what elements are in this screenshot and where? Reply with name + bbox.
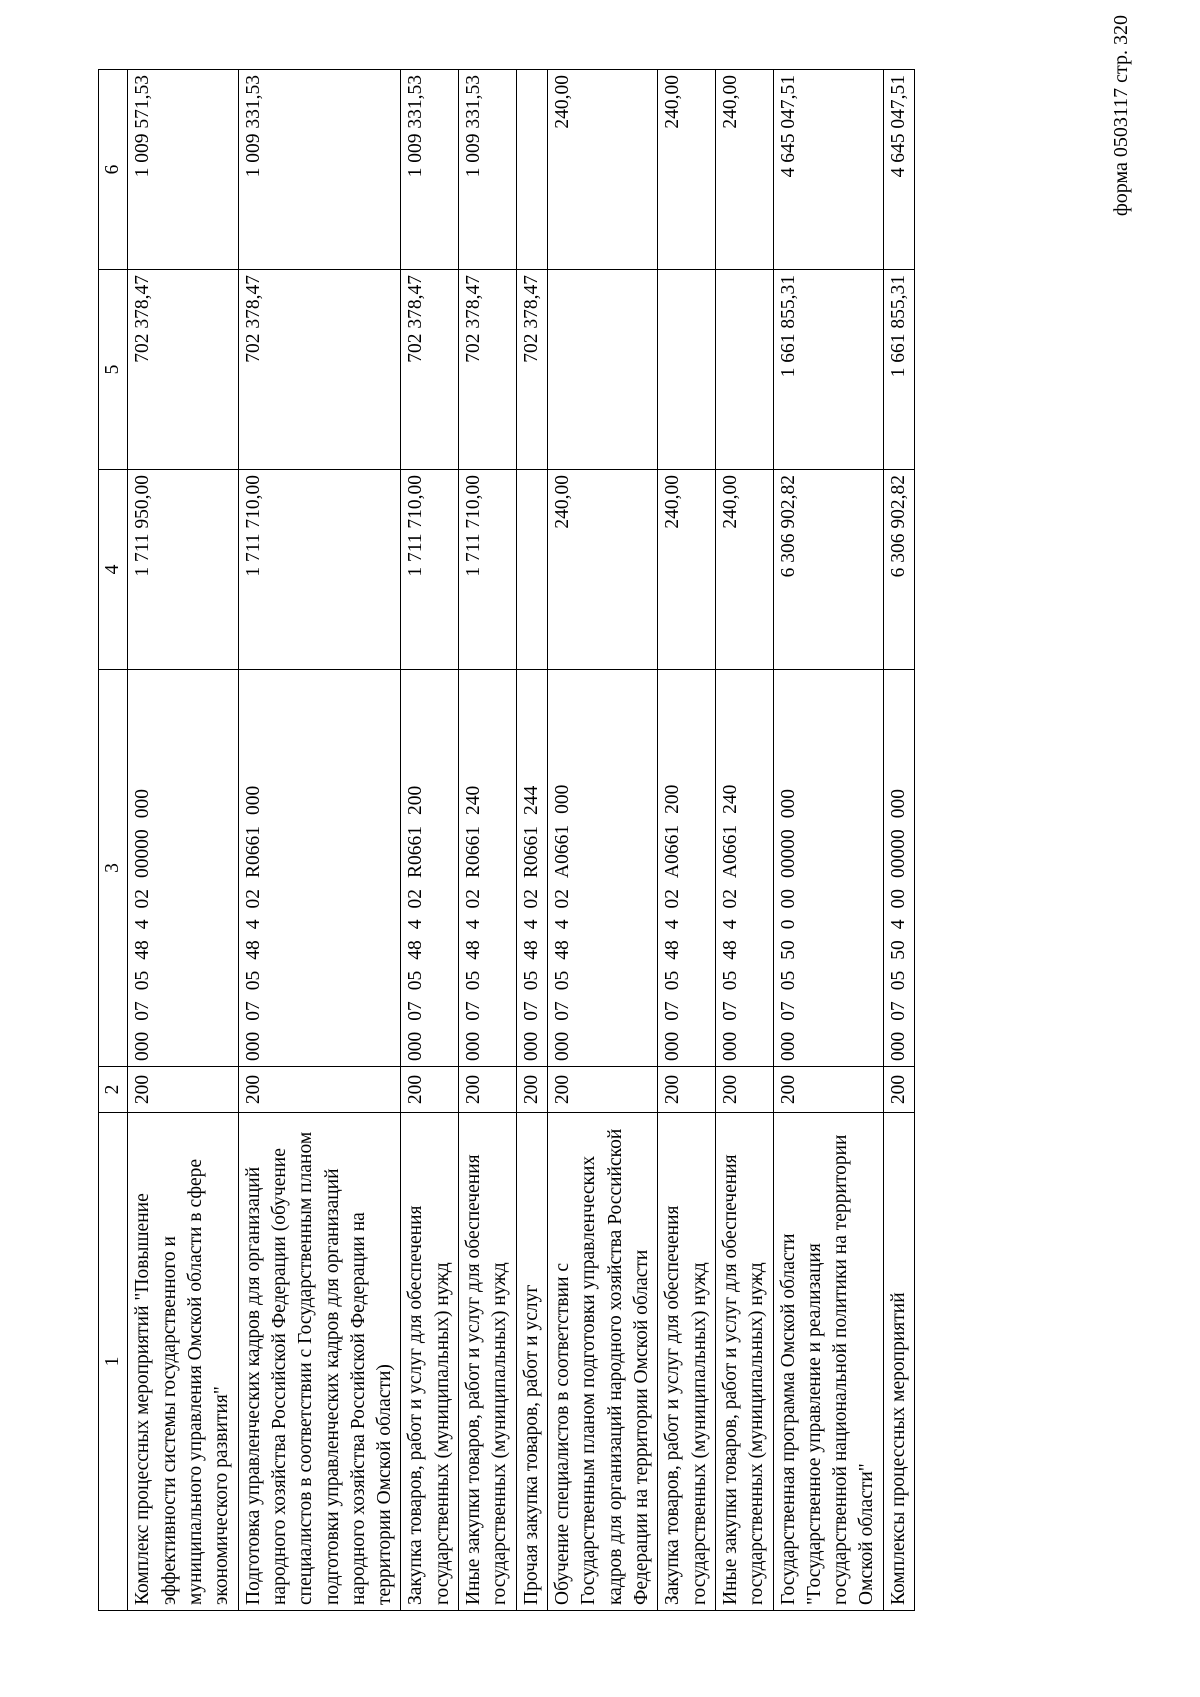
code-segment: A0661 (662, 824, 684, 878)
code-segment: 000 (777, 789, 799, 819)
row-unexecuted-amount (516, 70, 547, 270)
row-approved-amount: 240,00 (715, 470, 773, 670)
code-segment: 02 (662, 889, 684, 909)
row-approved-amount: 6 306 902,82 (773, 470, 883, 670)
table-row (715, 70, 773, 1611)
row-executed-amount: 702 378,47 (128, 270, 238, 470)
row-name: Подготовка управленческих кадров для организаций народного хозяйства Российской Федерации (обучение специалистов в соответствии с Государственным планом подготовки управленческих кадров для организаций народного хозяйства Российской Федерации на территории Омской области) (238, 1113, 401, 1611)
column-header: 1 (99, 1113, 128, 1611)
code-segment: 48 (552, 940, 573, 960)
code-segment: 000 (242, 1031, 264, 1061)
code-segment: 48 (132, 940, 154, 960)
row-budget-code (401, 670, 459, 1067)
row-executed-amount: 702 378,47 (238, 270, 401, 470)
row-budget-code (773, 670, 883, 1067)
row-unexecuted-amount: 1 009 331,53 (401, 70, 459, 270)
row-executed-amount: 702 378,47 (401, 270, 459, 470)
row-approved-amount: 240,00 (548, 470, 658, 670)
column-header: 3 (99, 670, 128, 1067)
row-approved-amount: 1 711 710,00 (459, 470, 517, 670)
row-budget-code (715, 670, 773, 1067)
code-segment: 244 (520, 785, 542, 815)
row-unexecuted-amount: 1 009 331,53 (459, 70, 517, 270)
code-segment: 000 (777, 1031, 799, 1061)
row-unexecuted-amount: 240,00 (715, 70, 773, 270)
code-segment: A0661 (552, 824, 573, 878)
row-approved-amount: 1 711 710,00 (401, 470, 459, 670)
code-segment: R0661 (242, 825, 264, 878)
row-budget-code (459, 670, 517, 1067)
row-budget-code (516, 670, 547, 1067)
code-segment: 000 (463, 1031, 485, 1061)
row-name: Обучение специалистов в соответствии с Государственным планом подготовки управленческих кадров для организаций народного хозяйства Российской Федерации на территории Омской области (548, 1113, 658, 1611)
code-segment: 0 (777, 919, 799, 930)
code-segment: 000 (552, 784, 573, 814)
row-approved-amount: 240,00 (658, 470, 716, 670)
code-segment: 02 (132, 889, 154, 909)
table-row (773, 70, 883, 1611)
row-approved-amount: 1 711 950,00 (128, 470, 238, 670)
row-budget-code (548, 670, 658, 1067)
budget-table (98, 69, 915, 1611)
code-segment: 000 (887, 789, 909, 819)
row-line-code: 200 (128, 1067, 238, 1113)
row-line-code: 200 (459, 1067, 517, 1113)
row-line-code: 200 (548, 1067, 658, 1113)
column-header: 6 (99, 70, 128, 270)
row-name: Государственная программа Омской области "Государственное управление и реализация государственной национальной политики на территории Омской области" (773, 1113, 883, 1611)
code-segment: 07 (777, 1001, 799, 1021)
code-segment: 200 (662, 784, 684, 814)
row-name: Закупка товаров, работ и услуг для обеспечения государственных (муниципальных) нужд (658, 1113, 716, 1611)
code-segment: 05 (552, 970, 573, 991)
code-segment: 02 (552, 889, 573, 909)
code-segment: 4 (662, 919, 684, 930)
code-segment: 00000 (887, 829, 909, 878)
code-segment: 05 (405, 970, 427, 991)
row-budget-code (658, 670, 716, 1067)
code-segment: R0661 (405, 825, 427, 878)
code-segment: R0661 (520, 825, 542, 878)
code-segment: 02 (520, 889, 542, 909)
code-segment: 07 (242, 1001, 264, 1021)
table-body (128, 70, 915, 1611)
row-executed-amount (715, 270, 773, 470)
code-segment: 07 (520, 1001, 542, 1021)
code-segment: 000 (552, 1031, 573, 1061)
code-segment: 000 (887, 1031, 909, 1061)
code-segment: R0661 (463, 825, 485, 878)
row-line-code: 200 (401, 1067, 459, 1113)
code-segment: A0661 (719, 824, 741, 878)
code-segment: 000 (719, 1031, 741, 1061)
code-segment: 240 (719, 784, 741, 814)
code-segment: 4 (887, 919, 909, 930)
code-segment: 000 (405, 1031, 427, 1061)
table-row (401, 70, 459, 1611)
row-name: Иные закупки товаров, работ и услуг для обеспечения государственных (муниципальных) нужд (715, 1113, 773, 1611)
code-segment: 07 (552, 1001, 573, 1021)
table-row (238, 70, 401, 1611)
column-header: 2 (99, 1067, 128, 1113)
table-row (883, 70, 914, 1611)
table-row (658, 70, 716, 1611)
code-segment: 05 (887, 970, 909, 991)
code-segment: 07 (719, 1001, 741, 1021)
row-line-code: 200 (658, 1067, 716, 1113)
column-number-row (99, 70, 128, 1611)
code-segment: 000 (132, 1031, 154, 1061)
row-approved-amount (516, 470, 547, 670)
row-name: Комплекс процессных мероприятий "Повышение эффективности системы государственного и муниципального управления Омской области в сфере экономического развития" (128, 1113, 238, 1611)
code-segment: 05 (132, 970, 154, 991)
code-segment: 4 (552, 919, 573, 930)
code-segment: 000 (242, 785, 264, 815)
code-segment: 240 (463, 785, 485, 815)
row-executed-amount: 1 661 855,31 (773, 270, 883, 470)
row-name: Иные закупки товаров, работ и услуг для обеспечения государственных (муниципальных) нужд (459, 1113, 517, 1611)
row-unexecuted-amount: 4 645 047,51 (773, 70, 883, 270)
row-line-code: 200 (773, 1067, 883, 1113)
code-segment: 05 (719, 970, 741, 991)
code-segment: 4 (520, 919, 542, 930)
code-segment: 05 (662, 970, 684, 991)
form-reference: форма 0503117 стр. 320 (1110, 15, 1132, 217)
row-budget-code (883, 670, 914, 1067)
table-row (128, 70, 238, 1611)
code-segment: 05 (777, 970, 799, 991)
row-approved-amount: 6 306 902,82 (883, 470, 914, 670)
code-segment: 4 (719, 919, 741, 930)
row-executed-amount (548, 270, 658, 470)
code-segment: 07 (463, 1001, 485, 1021)
code-segment: 00 (777, 889, 799, 909)
row-name: Комплексы процессных мероприятий (883, 1113, 914, 1611)
code-segment: 000 (520, 1031, 542, 1061)
row-name: Закупка товаров, работ и услуг для обеспечения государственных (муниципальных) нужд (401, 1113, 459, 1611)
code-segment: 00 (887, 889, 909, 909)
code-segment: 48 (662, 940, 684, 960)
row-line-code: 200 (516, 1067, 547, 1113)
code-segment: 48 (405, 940, 427, 960)
table-row (516, 70, 547, 1611)
code-segment: 00000 (777, 829, 799, 878)
code-segment: 05 (520, 970, 542, 991)
row-executed-amount: 1 661 855,31 (883, 270, 914, 470)
code-segment: 50 (887, 940, 909, 960)
column-header: 5 (99, 270, 128, 470)
row-unexecuted-amount: 1 009 571,53 (128, 70, 238, 270)
row-approved-amount: 1 711 710,00 (238, 470, 401, 670)
column-header: 4 (99, 470, 128, 670)
row-line-code: 200 (238, 1067, 401, 1113)
code-segment: 4 (242, 919, 264, 930)
code-segment: 48 (463, 940, 485, 960)
code-segment: 02 (405, 889, 427, 909)
row-unexecuted-amount: 1 009 331,53 (238, 70, 401, 270)
code-segment: 07 (405, 1001, 427, 1021)
row-unexecuted-amount: 240,00 (548, 70, 658, 270)
row-budget-code (128, 670, 238, 1067)
row-unexecuted-amount: 240,00 (658, 70, 716, 270)
table-row (548, 70, 658, 1611)
code-segment: 200 (405, 785, 427, 815)
code-segment: 4 (405, 919, 427, 930)
row-executed-amount: 702 378,47 (516, 270, 547, 470)
code-segment: 07 (887, 1001, 909, 1021)
code-segment: 02 (719, 889, 741, 909)
code-segment: 05 (242, 970, 264, 991)
code-segment: 4 (463, 919, 485, 930)
code-segment: 07 (132, 1001, 154, 1021)
code-segment: 48 (719, 940, 741, 960)
row-unexecuted-amount: 4 645 047,51 (883, 70, 914, 270)
table-row (459, 70, 517, 1611)
code-segment: 000 (662, 1031, 684, 1061)
code-segment: 4 (132, 919, 154, 930)
code-segment: 07 (662, 1001, 684, 1021)
row-budget-code (238, 670, 401, 1067)
code-segment: 05 (463, 970, 485, 991)
row-executed-amount: 702 378,47 (459, 270, 517, 470)
code-segment: 02 (463, 889, 485, 909)
row-name: Прочая закупка товаров, работ и услуг (516, 1113, 547, 1611)
code-segment: 50 (777, 940, 799, 960)
row-line-code: 200 (883, 1067, 914, 1113)
code-segment: 48 (242, 940, 264, 960)
code-segment: 00000 (132, 829, 154, 878)
row-line-code: 200 (715, 1067, 773, 1113)
code-segment: 48 (520, 940, 542, 960)
code-segment: 02 (242, 889, 264, 909)
code-segment: 000 (132, 789, 154, 819)
row-executed-amount (658, 270, 716, 470)
